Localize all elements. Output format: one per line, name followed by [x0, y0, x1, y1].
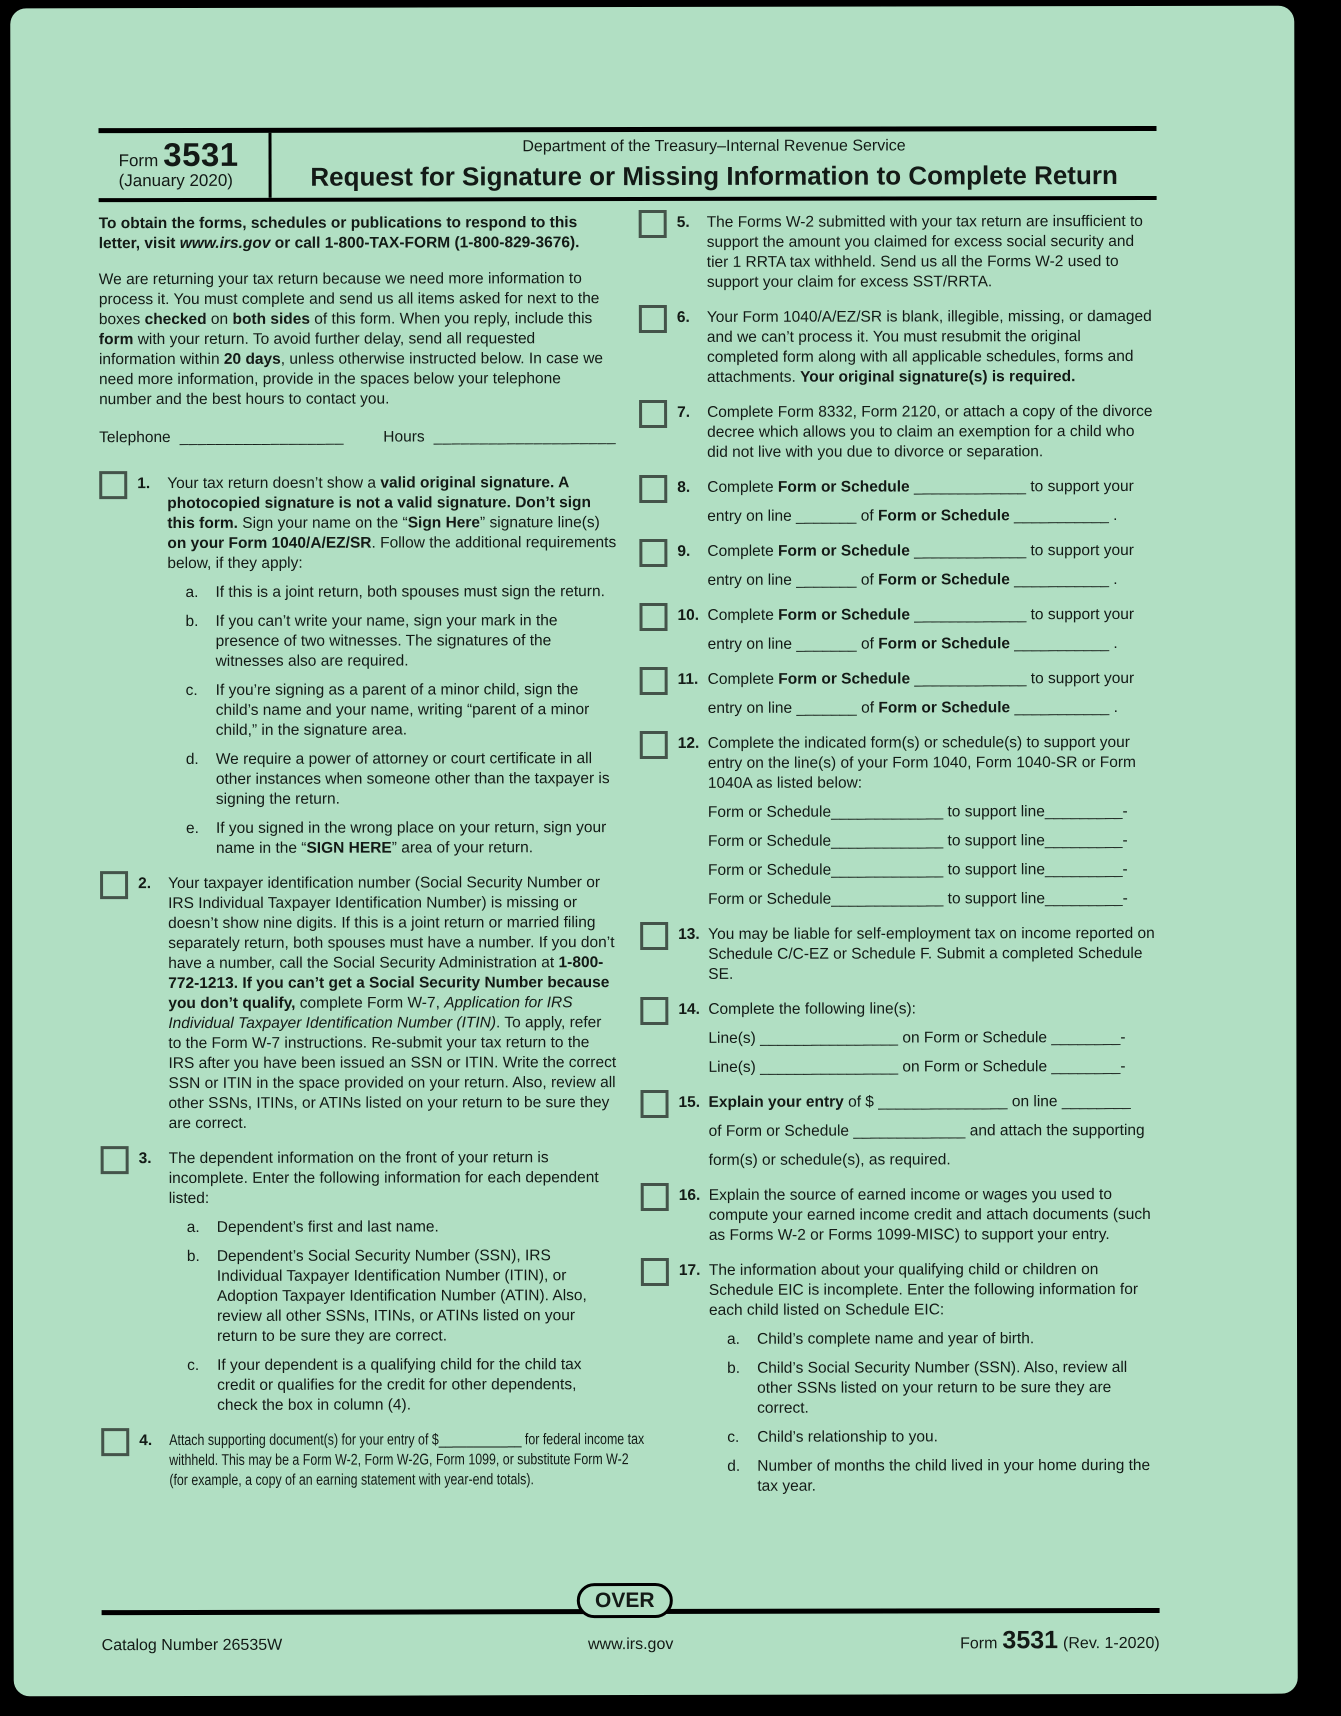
item-3-text — [169, 1148, 619, 1416]
item-12-number: 12. — [677, 734, 700, 752]
item-14-fill-line[interactable]: Line(s) ________________ on Form or Schedule ________- — [708, 1058, 1126, 1076]
left-items — [99, 473, 645, 1491]
footer-form-num: 3531 — [1002, 1626, 1059, 1655]
item-1-checkbox[interactable] — [99, 471, 127, 499]
item-11-checkbox[interactable] — [640, 667, 668, 695]
item-10-number: 10. — [677, 606, 700, 624]
item-9-text — [707, 541, 1156, 591]
form-item-9 — [639, 541, 1156, 591]
item-5-paragraph: The Forms W-2 submitted with your tax return are insufficient to support the amount you claimed for excess social security and tier 1 RRTA tax withheld. Send us all the Forms W-2 used to support your claim for excess SST/RRTA. — [706, 212, 1143, 291]
hours-label: Hours — [383, 428, 425, 446]
form-item-16 — [641, 1185, 1158, 1246]
right-column — [639, 212, 1159, 1512]
item-3-sub-a-text: Dependent’s first and last name. — [216, 1218, 439, 1236]
item-12-paragraph: Complete the indicated form(s) or schedule(s) to support your entry on the line(s) of your Form 1040, Form 1040-SR or Form 1040A as listed below: — [707, 734, 1136, 792]
item-3-sub-b-text: Dependent’s Social Security Number (SSN), IRS Individual Taxpayer Identification Number (ITIN), or Adoption Taxpayer Identification Number (ATIN). Also, review all other SSNs, ITINs, or ATINs listed on your return to be sure they are correct. — [216, 1247, 587, 1345]
item-13-checkbox[interactable] — [640, 922, 668, 950]
item-14-fill-line[interactable]: Line(s) ________________ on Form or Schedule ________- — [708, 1029, 1126, 1047]
item-17-sub-c-text: Child’s relationship to you. — [757, 1428, 938, 1446]
item-9-fill-line[interactable]: Complete Form or Schedule _____________ to support your — [707, 541, 1134, 560]
item-17-sub-a — [727, 1329, 1158, 1350]
form-item-12 — [640, 733, 1157, 910]
form-number-block — [98, 133, 268, 198]
item-17-sub-c-letter: c. — [727, 1428, 740, 1446]
item-9-number: 9. — [677, 542, 691, 560]
item-1-sub-d-text: We require a power of attorney or court certificate in all other instances when someone other than the taxpayer is signing the return. — [215, 750, 610, 808]
contact-row — [99, 427, 616, 448]
item-10-text — [707, 605, 1156, 655]
item-17-sub-b-letter: b. — [727, 1359, 741, 1377]
page-title: Request for Signature or Missing Information to Complete Return — [310, 159, 1118, 192]
item-11-number: 11. — [677, 670, 699, 688]
item-9-checkbox[interactable] — [639, 539, 667, 567]
item-12-text — [708, 733, 1157, 910]
item-1-sub-c-text: If you’re signing as a parent of a minor child, sign the child’s name and your name, writing “parent of a minor child,” in the signature area. — [215, 681, 590, 739]
item-8-text — [707, 477, 1156, 527]
item-3-sub-c-letter: c. — [187, 1356, 200, 1374]
item-12-body — [678, 733, 1157, 910]
item-15-text — [709, 1092, 1158, 1171]
item-17-sub-a-letter: a. — [727, 1330, 740, 1348]
item-8-number: 8. — [677, 478, 691, 496]
item-14-body — [678, 999, 1157, 1078]
item-3-sub-b — [187, 1246, 618, 1347]
item-16-checkbox[interactable] — [641, 1183, 669, 1211]
hours-input[interactable]: ____________________ — [433, 428, 617, 446]
item-5-checkbox[interactable] — [639, 210, 667, 238]
telephone-input[interactable]: __________________ — [179, 428, 344, 446]
item-14-checkbox[interactable] — [640, 997, 668, 1025]
item-16-body — [679, 1185, 1158, 1246]
over-badge — [577, 1583, 673, 1618]
form-item-10 — [639, 605, 1156, 655]
item-17-sub-b — [727, 1358, 1158, 1419]
item-6-paragraph: Your Form 1040/A/EZ/SR is blank, illegible, missing, or damaged and we can’t process it. You must resubmit the original completed form along with all applicable schedules, forms and attachments. Your original signature(s) is required. — [706, 307, 1152, 386]
item-8-fill-line[interactable]: entry on line _______ of Form or Schedule ___________ . — [707, 507, 1118, 525]
item-13-paragraph: You may be liable for self-employment tax on income reported on Schedule C/C-EZ or Schedule F. Submit a completed Schedule SE. — [708, 924, 1155, 983]
item-15-fill-line[interactable]: form(s) or schedule(s), as required. — [708, 1151, 951, 1169]
item-1-paragraph: Your tax return doesn’t show a valid original signature. A photocopied signature is not a valid signature. Don’t sign this form. Sign your name on the “Sign Here” signature line(s) on your Form 1040/A/EZ/SR. Follow the additional requirements below, if they apply: — [167, 474, 617, 573]
item-7-body — [677, 402, 1156, 463]
form-page — [10, 6, 1298, 1697]
telephone-label: Telephone — [99, 429, 171, 447]
item-17-body — [679, 1260, 1158, 1497]
item-17-sub-a-text: Child’s complete name and year of birth. — [757, 1330, 1035, 1348]
item-1-sub-c-letter: c. — [185, 681, 198, 699]
item-16-paragraph: Explain the source of earned income or wages you used to compute your earned income credit and attach documents (such as Forms W-2 or Forms 1099-MISC) to support your entry. — [708, 1186, 1151, 1244]
form-item-4 — [101, 1430, 645, 1491]
item-15-number: 15. — [678, 1093, 701, 1111]
item-1-sub-a-letter: a. — [185, 583, 199, 601]
item-7-paragraph: Complete Form 8332, Form 2120, or attach a copy of the divorce decree which allows you to claim an exemption for a child who did not live with you due to divorce or separation. — [707, 402, 1153, 461]
item-10-body — [677, 605, 1156, 655]
footer — [102, 1626, 1160, 1657]
item-3-body — [139, 1148, 619, 1416]
item-2-checkbox[interactable] — [100, 871, 128, 899]
item-3-sub-a-letter: a. — [186, 1218, 200, 1236]
item-6-checkbox[interactable] — [639, 305, 667, 333]
item-11-fill-line[interactable]: entry on line _______ of Form or Schedule ___________ . — [707, 699, 1118, 717]
item-3-checkbox[interactable] — [101, 1146, 129, 1174]
item-1-text — [167, 473, 617, 859]
form-item-13 — [640, 924, 1157, 985]
item-10-checkbox[interactable] — [639, 603, 667, 631]
right-items — [639, 212, 1159, 1497]
header-title-block — [271, 131, 1156, 198]
item-17-checkbox[interactable] — [641, 1258, 669, 1286]
item-7-number: 7. — [677, 403, 691, 421]
item-16-number: 16. — [678, 1186, 701, 1204]
item-17-sub-b-text: Child’s Social Security Number (SSN). Also, review all other SSNs listed on your return to be sure they are correct. — [757, 1359, 1128, 1417]
form-number: 3531 — [163, 135, 239, 174]
footer-form-label: Form — [960, 1635, 998, 1653]
form-item-11 — [640, 669, 1157, 719]
form-item-6 — [639, 307, 1156, 388]
item-13-body — [678, 924, 1157, 985]
item-17-sub-d-letter: d. — [727, 1457, 741, 1475]
item-12-checkbox[interactable] — [640, 731, 668, 759]
item-17-sub-c — [727, 1427, 1158, 1448]
item-14-number: 14. — [678, 1000, 700, 1018]
item-1-sub-e-letter: e. — [185, 819, 199, 837]
item-8-body — [677, 477, 1156, 527]
item-14-paragraph: Complete the following line(s): — [708, 1000, 916, 1018]
item-1-sub-b — [185, 611, 616, 672]
item-17-paragraph: The information about your qualifying child or children on Schedule EIC is incomplete. Enter the following information for each child listed on Schedule EIC: — [708, 1261, 1138, 1319]
item-3-paragraph: The dependent information on the front of your return is incomplete. Enter the following information for each dependent listed: — [168, 1149, 599, 1208]
form-item-8 — [639, 477, 1156, 527]
item-4-number: 4. — [139, 1432, 153, 1450]
footer-form-number — [807, 1626, 1160, 1656]
item-12-fill-line[interactable]: Form or Schedule_____________ to support line_________- — [707, 832, 1128, 850]
item-3-sub-c — [187, 1355, 618, 1416]
form-item-15 — [641, 1092, 1158, 1171]
item-5-text — [707, 212, 1156, 293]
item-15-checkbox[interactable] — [641, 1090, 669, 1118]
website: www.irs.gov — [587, 1635, 674, 1654]
form-item-7 — [639, 402, 1156, 463]
item-1-sub-e — [186, 818, 617, 859]
item-3-number: 3. — [138, 1150, 152, 1168]
item-2-paragraph: Your taxpayer identification number (Social Security Number or IRS Individual Taxpayer Identification Number) is missing or doesn’t show nine digits. If this is a joint return or married filing separately return, both spouses must have a number. If you don’t have a number, call the Social Security Administration at 1-800-772-1213. If you can’t get a Social Security Number because you don’t qualify, complete Form W-7, Application for IRS Individual Taxpayer Identification Number (ITIN). To apply, refer to the Form W-7 instructions. Re-submit your tax return to the IRS after you have been issued an SSN or ITIN. Write the correct SSN or ITIN in the space provided on your return. Also, review all other SSNs, ITINs, or ATINs listed on your return to be sure they are correct. — [168, 874, 617, 1133]
item-4-text — [169, 1430, 648, 1491]
item-15-fill-line[interactable]: of Form or Schedule _____________ and attach the supporting — [708, 1121, 1145, 1140]
item-1-sub-e-text: If you signed in the wrong place on your return, sign your name in the “SIGN HERE” area of your return. — [215, 819, 607, 857]
item-2-number: 2. — [138, 875, 152, 893]
item-1-number: 1. — [137, 475, 151, 493]
item-15-body — [679, 1092, 1158, 1171]
item-7-text — [707, 402, 1156, 463]
item-2-body — [138, 873, 618, 1134]
item-1-sub-d — [186, 749, 617, 810]
catalog-number: Catalog Number 26535W — [101, 1636, 283, 1655]
item-13-number: 13. — [678, 925, 700, 943]
left-column — [98, 213, 645, 1506]
item-1-sub-b-text: If you can’t write your name, sign your mark in the presence of two witnesses. The signatures of the witnesses also are required. — [215, 612, 558, 670]
item-3-sub-c-text: If your dependent is a qualifying child for the child tax credit or qualifies for the credit for other dependents, check the box in column (4). — [217, 1356, 582, 1414]
item-2-text — [168, 873, 618, 1134]
item-1-sub-b-letter: b. — [185, 612, 199, 630]
item-17-sub-d-text: Number of months the child lived in your home during the tax year. — [757, 1456, 1151, 1495]
intro-paragraph: We are returning your tax return because we need more information to process it. You must complete and send us all items asked for next to the boxes checked on both sides of this form. When you reply, include this form with your return. To avoid further delay, send all requested information within 20 days, unless otherwise instructed below. In case we need more information, provide in the spaces below your telephone number and the best hours to contact you. — [98, 270, 604, 409]
item-11-fill-line[interactable]: Complete Form or Schedule _____________ to support your — [707, 669, 1135, 688]
footer-revision: (Rev. 1-2020) — [1063, 1634, 1160, 1653]
form-revision: (January 2020) — [118, 170, 233, 191]
item-10-fill-line[interactable]: Complete Form or Schedule _____________ to support your — [707, 605, 1135, 624]
form-item-14 — [640, 999, 1157, 1078]
item-12-fill-line[interactable]: Form or Schedule_____________ to support line_________- — [707, 803, 1128, 821]
item-1-sub-a-text: If this is a joint return, both spouses must sign the return. — [215, 583, 605, 601]
item-4-paragraph: Attach supporting document(s) for your entry of $____________ for federal income tax withheld. This may be a Form W-2, Form W-2G, Form 1099, or substitute Form W-2 (for example, a copy of an earning statement with year-end totals). — [169, 1431, 645, 1490]
intro-note: To obtain the forms, schedules or publications to respond to this letter, visit www.irs.gov or call 1-800-TAX-FORM (1-800-829-3676). — [98, 214, 580, 253]
item-13-text — [708, 924, 1157, 985]
form-item-1 — [99, 473, 617, 859]
item-17-number: 17. — [678, 1261, 701, 1279]
item-1-sub-a — [185, 582, 616, 603]
form-item-5 — [639, 212, 1156, 293]
item-12-fill-line[interactable]: Form or Schedule_____________ to support line_________- — [708, 861, 1128, 879]
item-1-sub-c — [186, 680, 617, 741]
form-item-3 — [101, 1148, 619, 1416]
form-header — [98, 131, 1156, 198]
item-14-text — [708, 999, 1157, 1078]
item-6-body — [677, 307, 1156, 388]
item-9-body — [677, 541, 1156, 591]
item-1-body — [137, 473, 617, 859]
item-16-text — [709, 1185, 1158, 1246]
item-7-checkbox[interactable] — [639, 400, 667, 428]
form-item-2 — [100, 873, 618, 1134]
item-4-checkbox[interactable] — [101, 1428, 129, 1456]
item-5-body — [677, 212, 1156, 293]
item-12-fill-line[interactable]: Form or Schedule_____________ to support line_________- — [708, 890, 1128, 908]
agency-line: Department of the Treasury–Internal Revenue Service — [522, 136, 906, 155]
item-11-body — [678, 669, 1157, 719]
item-1-sub-d-letter: d. — [185, 750, 199, 768]
item-11-text — [708, 669, 1157, 719]
form-item-17 — [641, 1260, 1158, 1497]
item-17-text — [709, 1260, 1158, 1497]
item-10-fill-line[interactable]: entry on line _______ of Form or Schedule ___________ . — [707, 635, 1118, 653]
form-label: Form — [118, 151, 159, 171]
item-15-fill-line[interactable]: Explain your entry of $ _______________ on line ________ — [708, 1093, 1131, 1111]
item-4-body — [139, 1430, 645, 1491]
item-3-sub-a — [187, 1217, 618, 1238]
item-8-checkbox[interactable] — [639, 475, 667, 503]
item-17-sub-d — [727, 1456, 1158, 1497]
item-6-text — [707, 307, 1156, 388]
item-3-sub-b-letter: b. — [186, 1247, 200, 1265]
over-label: OVER — [594, 1589, 655, 1613]
item-8-fill-line[interactable]: Complete Form or Schedule _____________ to support your — [707, 477, 1134, 496]
header-bottom-rule — [99, 196, 1157, 202]
item-6-number: 6. — [676, 308, 690, 326]
item-5-number: 5. — [676, 213, 690, 231]
item-9-fill-line[interactable]: entry on line _______ of Form or Schedule ___________ . — [707, 571, 1118, 589]
